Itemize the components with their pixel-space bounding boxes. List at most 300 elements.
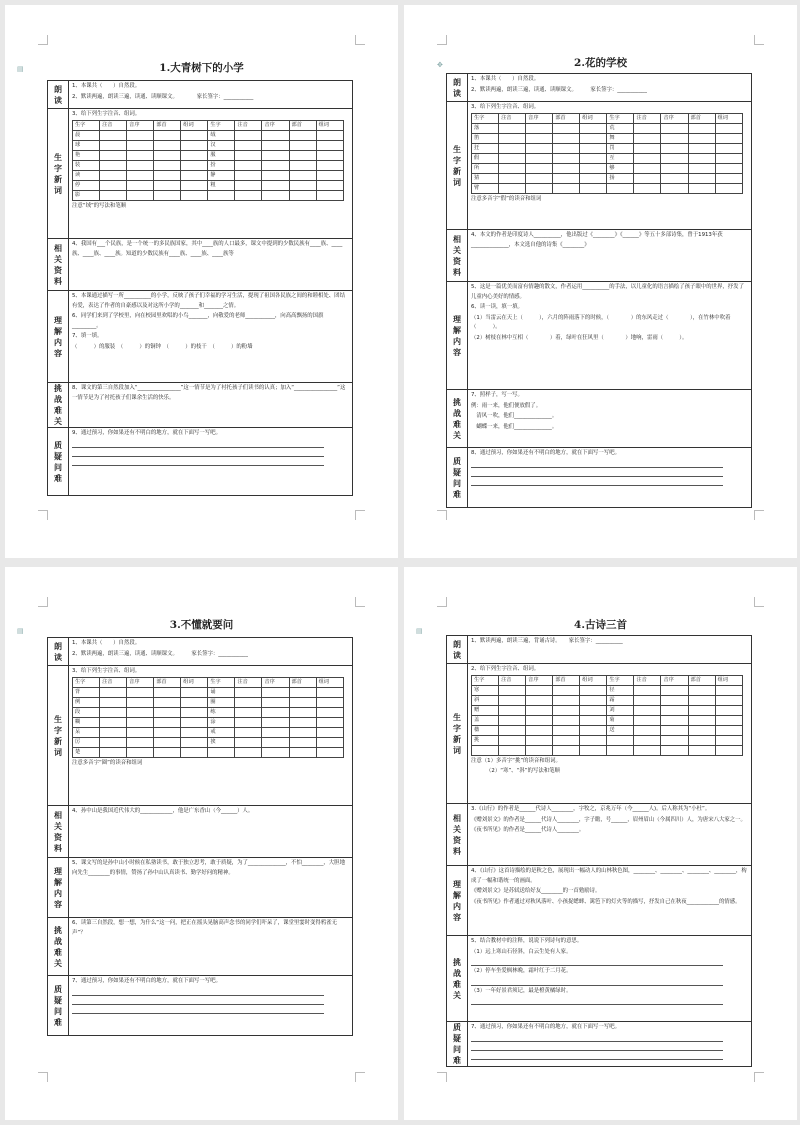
character-table-cell[interactable] bbox=[526, 133, 553, 143]
character-table-cell[interactable] bbox=[634, 133, 661, 143]
character-table-cell[interactable] bbox=[715, 745, 742, 755]
character-table-cell[interactable] bbox=[553, 123, 580, 133]
character-table-cell[interactable] bbox=[262, 707, 289, 717]
section-label-char: 词 bbox=[54, 746, 62, 757]
character-table-cell[interactable] bbox=[499, 123, 526, 133]
character-table-cell[interactable] bbox=[553, 133, 580, 143]
character-table-cell[interactable] bbox=[235, 717, 262, 727]
character-table-cell[interactable] bbox=[181, 707, 208, 717]
character-table-cell[interactable] bbox=[553, 705, 580, 715]
character-table-cell[interactable] bbox=[100, 717, 127, 727]
character-table-cell[interactable] bbox=[715, 153, 742, 163]
character-cell: 读 bbox=[73, 170, 100, 180]
character-table-cell[interactable] bbox=[181, 170, 208, 180]
character-table-cell[interactable] bbox=[316, 140, 343, 150]
character-table-cell[interactable] bbox=[100, 140, 127, 150]
character-table-cell[interactable] bbox=[661, 183, 688, 193]
character-table-cell[interactable] bbox=[262, 747, 289, 757]
character-table-cell[interactable] bbox=[316, 747, 343, 757]
character-table-cell[interactable] bbox=[715, 183, 742, 193]
character-table-cell[interactable] bbox=[553, 143, 580, 153]
character-table-cell[interactable] bbox=[262, 130, 289, 140]
character-table-cell[interactable] bbox=[154, 180, 181, 190]
answer-line[interactable] bbox=[471, 977, 723, 986]
character-table-cell[interactable] bbox=[553, 715, 580, 725]
answer-line[interactable] bbox=[72, 448, 324, 457]
character-table-cell[interactable] bbox=[715, 735, 742, 745]
character-table-cell[interactable] bbox=[262, 190, 289, 200]
character-table-cell[interactable] bbox=[127, 160, 154, 170]
character-table-cell[interactable] bbox=[289, 737, 316, 747]
character-table-cell[interactable] bbox=[688, 133, 715, 143]
character-table-cell[interactable] bbox=[316, 737, 343, 747]
move-handle-icon[interactable]: ✥ bbox=[437, 61, 443, 69]
question-line: 2、默读两遍，朗读三遍，读通、读顺课文。 家长签字：___________ bbox=[72, 650, 248, 657]
character-table-cell[interactable] bbox=[316, 130, 343, 140]
section-body bbox=[468, 936, 752, 1022]
character-table-cell[interactable] bbox=[580, 143, 607, 153]
character-table-cell[interactable] bbox=[289, 727, 316, 737]
character-table-cell[interactable] bbox=[688, 123, 715, 133]
character-table-header-cell: 音序 bbox=[127, 677, 154, 687]
character-table-cell[interactable] bbox=[316, 170, 343, 180]
character-table-cell[interactable] bbox=[688, 173, 715, 183]
character-table-cell[interactable] bbox=[181, 180, 208, 190]
character-table-cell[interactable] bbox=[634, 123, 661, 133]
character-table-cell[interactable] bbox=[289, 180, 316, 190]
character-cell: 戒 bbox=[208, 727, 235, 737]
character-table-cell[interactable] bbox=[316, 727, 343, 737]
character-table-cell[interactable] bbox=[661, 735, 688, 745]
character-table-cell[interactable] bbox=[127, 697, 154, 707]
character-table-cell[interactable] bbox=[553, 725, 580, 735]
character-table-cell[interactable] bbox=[181, 737, 208, 747]
character-table-cell[interactable] bbox=[526, 695, 553, 705]
character-table-cell[interactable] bbox=[127, 707, 154, 717]
character-table-cell[interactable] bbox=[499, 705, 526, 715]
character-table-cell[interactable] bbox=[634, 725, 661, 735]
character-table-cell[interactable] bbox=[715, 173, 742, 183]
document-icon[interactable]: ▤ bbox=[17, 65, 24, 73]
character-table-cell[interactable] bbox=[289, 190, 316, 200]
character-table-cell[interactable] bbox=[499, 685, 526, 695]
character-table-cell[interactable] bbox=[235, 687, 262, 697]
section-body bbox=[69, 383, 353, 428]
answer-line[interactable] bbox=[471, 459, 723, 468]
character-table-cell[interactable] bbox=[181, 150, 208, 160]
character-table-cell[interactable] bbox=[580, 153, 607, 163]
section-row bbox=[447, 448, 752, 508]
character-table-cell[interactable] bbox=[634, 163, 661, 173]
character-table-header-cell: 部首 bbox=[154, 677, 181, 687]
character-cell bbox=[208, 747, 235, 757]
question-line: 7、照样子，写一写。 bbox=[471, 392, 523, 398]
character-table-cell[interactable] bbox=[499, 173, 526, 183]
character-table-cell[interactable] bbox=[526, 153, 553, 163]
character-table-cell[interactable] bbox=[262, 160, 289, 170]
character-table-cell[interactable] bbox=[154, 140, 181, 150]
answer-line[interactable] bbox=[471, 1033, 723, 1042]
section-label-char: 关 bbox=[54, 253, 62, 264]
character-table-cell[interactable] bbox=[289, 747, 316, 757]
section-body bbox=[468, 390, 752, 448]
character-table-cell[interactable] bbox=[235, 190, 262, 200]
answer-line[interactable] bbox=[471, 957, 723, 966]
character-table-cell[interactable] bbox=[499, 745, 526, 755]
character-table-cell[interactable] bbox=[715, 725, 742, 735]
character-table-cell[interactable] bbox=[127, 687, 154, 697]
character-table-row bbox=[73, 170, 344, 180]
character-table-cell[interactable] bbox=[580, 725, 607, 735]
answer-line[interactable] bbox=[471, 1051, 723, 1060]
character-table-cell[interactable] bbox=[100, 737, 127, 747]
character-table-cell[interactable] bbox=[688, 153, 715, 163]
character-table-cell[interactable] bbox=[661, 725, 688, 735]
character-table-cell[interactable] bbox=[688, 705, 715, 715]
character-table-cell[interactable] bbox=[262, 180, 289, 190]
document-icon[interactable]: ▤ bbox=[416, 627, 423, 635]
section-label-char: 新 bbox=[453, 733, 461, 744]
character-table-cell[interactable] bbox=[235, 170, 262, 180]
document-icon[interactable]: ▤ bbox=[17, 627, 24, 635]
character-table-cell[interactable] bbox=[181, 190, 208, 200]
character-table-header-cell: 组词 bbox=[181, 677, 208, 687]
character-table-cell[interactable] bbox=[715, 685, 742, 695]
character-table-cell[interactable] bbox=[499, 163, 526, 173]
character-table-cell[interactable] bbox=[688, 183, 715, 193]
character-table-cell[interactable] bbox=[154, 717, 181, 727]
page-corner-mark bbox=[355, 510, 365, 520]
character-table-cell[interactable] bbox=[181, 747, 208, 757]
section-row bbox=[48, 291, 353, 383]
character-table-cell[interactable] bbox=[262, 687, 289, 697]
character-table-cell[interactable] bbox=[127, 180, 154, 190]
character-table-cell[interactable] bbox=[235, 697, 262, 707]
character-table-cell[interactable] bbox=[526, 725, 553, 735]
character-table-cell[interactable] bbox=[688, 685, 715, 695]
section-label-char: 朗 bbox=[54, 640, 62, 651]
character-table-cell[interactable] bbox=[715, 133, 742, 143]
section-row bbox=[48, 806, 353, 858]
character-table-cell[interactable] bbox=[634, 715, 661, 725]
character-table-cell[interactable] bbox=[634, 153, 661, 163]
character-table-cell[interactable] bbox=[154, 160, 181, 170]
character-table-cell[interactable] bbox=[634, 685, 661, 695]
character-table-cell[interactable] bbox=[580, 183, 607, 193]
character-table-cell[interactable] bbox=[127, 717, 154, 727]
character-table-cell[interactable] bbox=[526, 705, 553, 715]
character-table-cell[interactable] bbox=[127, 747, 154, 757]
character-table-cell[interactable] bbox=[634, 735, 661, 745]
character-table-cell[interactable] bbox=[526, 715, 553, 725]
section-label bbox=[48, 976, 69, 1036]
character-table-cell[interactable] bbox=[526, 173, 553, 183]
character-table-cell[interactable] bbox=[100, 130, 127, 140]
character-table-cell[interactable] bbox=[661, 133, 688, 143]
character-table-cell[interactable] bbox=[580, 695, 607, 705]
character-table-cell[interactable] bbox=[127, 130, 154, 140]
character-table-cell[interactable] bbox=[715, 143, 742, 153]
character-table-header-cell: 组词 bbox=[715, 675, 742, 685]
section-body bbox=[468, 866, 752, 936]
character-table-cell[interactable] bbox=[634, 183, 661, 193]
character-table-cell[interactable] bbox=[289, 130, 316, 140]
character-table-cell[interactable] bbox=[580, 123, 607, 133]
answer-line[interactable] bbox=[72, 1005, 324, 1014]
character-table-cell[interactable] bbox=[100, 170, 127, 180]
character-cell bbox=[607, 745, 634, 755]
character-table-cell[interactable] bbox=[316, 697, 343, 707]
character-table-cell[interactable] bbox=[262, 737, 289, 747]
character-table-cell[interactable] bbox=[100, 707, 127, 717]
character-table-cell[interactable] bbox=[181, 140, 208, 150]
character-table-cell[interactable] bbox=[316, 180, 343, 190]
answer-line[interactable] bbox=[72, 439, 324, 448]
character-table-cell[interactable] bbox=[499, 725, 526, 735]
section-body bbox=[69, 291, 353, 383]
character-table-cell[interactable] bbox=[553, 735, 580, 745]
character-table-cell[interactable] bbox=[715, 715, 742, 725]
character-table-row bbox=[73, 150, 344, 160]
character-table-cell[interactable] bbox=[688, 735, 715, 745]
character-table-cell[interactable] bbox=[262, 170, 289, 180]
character-table-cell[interactable] bbox=[154, 190, 181, 200]
character-table-cell[interactable] bbox=[289, 707, 316, 717]
character-table-cell[interactable] bbox=[499, 715, 526, 725]
character-table-cell[interactable] bbox=[688, 163, 715, 173]
character-table-cell[interactable] bbox=[316, 190, 343, 200]
character-table-cell[interactable] bbox=[181, 727, 208, 737]
character-table-cell[interactable] bbox=[262, 140, 289, 150]
section-body bbox=[69, 976, 353, 1036]
character-table-cell[interactable] bbox=[235, 140, 262, 150]
character-table-cell[interactable] bbox=[235, 160, 262, 170]
character-table-cell[interactable] bbox=[262, 727, 289, 737]
character-table-cell[interactable] bbox=[235, 727, 262, 737]
character-table-cell[interactable] bbox=[580, 685, 607, 695]
character-table-cell[interactable] bbox=[262, 717, 289, 727]
page-corner-mark bbox=[437, 1072, 447, 1082]
character-table-cell[interactable] bbox=[316, 717, 343, 727]
character-table-cell[interactable] bbox=[499, 143, 526, 153]
character-cell: 背 bbox=[73, 687, 100, 697]
character-table-cell[interactable] bbox=[100, 190, 127, 200]
character-table-cell[interactable] bbox=[235, 130, 262, 140]
worksheet-table-wrap bbox=[446, 73, 752, 508]
character-table-cell[interactable] bbox=[262, 150, 289, 160]
character-table-cell[interactable] bbox=[127, 737, 154, 747]
character-table-cell[interactable] bbox=[499, 735, 526, 745]
character-table-cell[interactable] bbox=[100, 150, 127, 160]
worksheet-table bbox=[446, 635, 752, 1067]
character-table-cell[interactable] bbox=[154, 170, 181, 180]
character-table-cell[interactable] bbox=[553, 745, 580, 755]
section-label-char: 生 bbox=[54, 151, 62, 162]
section-label-char: 词 bbox=[54, 184, 62, 195]
answer-line[interactable] bbox=[72, 996, 324, 1005]
section-label-char: 解 bbox=[453, 324, 461, 335]
character-table-cell[interactable] bbox=[661, 163, 688, 173]
character-table-cell[interactable] bbox=[100, 727, 127, 737]
character-table-cell[interactable] bbox=[100, 180, 127, 190]
section-label-char: 字 bbox=[453, 722, 461, 733]
character-table-cell[interactable] bbox=[235, 707, 262, 717]
character-table-cell[interactable] bbox=[634, 745, 661, 755]
character-table-cell[interactable] bbox=[661, 705, 688, 715]
character-table-cell[interactable] bbox=[688, 745, 715, 755]
character-table-cell[interactable] bbox=[553, 153, 580, 163]
character-table-cell[interactable] bbox=[499, 153, 526, 163]
character-table-cell[interactable] bbox=[661, 695, 688, 705]
answer-line[interactable] bbox=[471, 1042, 723, 1051]
character-table-cell[interactable] bbox=[553, 685, 580, 695]
character-table-cell[interactable] bbox=[289, 717, 316, 727]
character-table-cell[interactable] bbox=[553, 183, 580, 193]
character-table-cell[interactable] bbox=[154, 687, 181, 697]
character-table-header bbox=[472, 675, 743, 685]
section-label-char: 挑 bbox=[54, 924, 62, 935]
character-table-cell[interactable] bbox=[499, 695, 526, 705]
character-table-cell[interactable] bbox=[154, 727, 181, 737]
character-cell: 赠 bbox=[472, 705, 499, 715]
character-table-cell[interactable] bbox=[289, 160, 316, 170]
character-table-cell[interactable] bbox=[316, 160, 343, 170]
character-table-cell[interactable] bbox=[499, 133, 526, 143]
character-table-cell[interactable] bbox=[316, 150, 343, 160]
character-table-cell[interactable] bbox=[634, 173, 661, 183]
character-table-cell[interactable] bbox=[580, 705, 607, 715]
character-table-cell[interactable] bbox=[661, 745, 688, 755]
character-table-cell[interactable] bbox=[661, 123, 688, 133]
character-table-cell[interactable] bbox=[661, 173, 688, 183]
character-table-cell[interactable] bbox=[661, 685, 688, 695]
character-table-cell[interactable] bbox=[580, 133, 607, 143]
section-label bbox=[447, 282, 468, 390]
worksheet-page-4 bbox=[404, 567, 797, 1120]
page-corner-mark bbox=[355, 35, 365, 45]
character-table-cell[interactable] bbox=[235, 150, 262, 160]
character-table-cell[interactable] bbox=[580, 173, 607, 183]
character-table-cell[interactable] bbox=[526, 123, 553, 133]
character-table-cell[interactable] bbox=[553, 173, 580, 183]
character-table-row bbox=[73, 747, 344, 757]
character-table-cell[interactable] bbox=[526, 143, 553, 153]
character-table-cell[interactable] bbox=[154, 150, 181, 160]
page-corner-mark bbox=[355, 1072, 365, 1082]
character-table-header-cell: 注音 bbox=[634, 675, 661, 685]
character-table-cell[interactable] bbox=[553, 163, 580, 173]
character-cell: 所 bbox=[472, 163, 499, 173]
character-table-cell[interactable] bbox=[289, 697, 316, 707]
character-table-cell[interactable] bbox=[715, 695, 742, 705]
character-table-cell[interactable] bbox=[661, 153, 688, 163]
character-table-cell[interactable] bbox=[289, 170, 316, 180]
section-label-char: 问 bbox=[453, 1044, 461, 1054]
character-table-cell[interactable] bbox=[127, 170, 154, 180]
character-table-cell[interactable] bbox=[100, 160, 127, 170]
question-line: （1）当雷云在天上（ ），六月的阵雨落下的时候，（ ）的东风走过（ ），在竹林中吹着（ ）。 bbox=[471, 314, 731, 330]
character-table-cell[interactable] bbox=[181, 160, 208, 170]
section-label-char: 战 bbox=[54, 935, 62, 946]
character-table-cell[interactable] bbox=[316, 687, 343, 697]
answer-line[interactable] bbox=[72, 457, 324, 466]
character-table-cell[interactable] bbox=[181, 687, 208, 697]
character-table-cell[interactable] bbox=[154, 130, 181, 140]
character-table-cell[interactable] bbox=[181, 697, 208, 707]
character-table-cell[interactable] bbox=[661, 143, 688, 153]
character-table-cell[interactable] bbox=[154, 707, 181, 717]
character-table-cell[interactable] bbox=[688, 695, 715, 705]
character-table-cell[interactable] bbox=[580, 745, 607, 755]
character-table-cell[interactable] bbox=[715, 163, 742, 173]
character-table-cell[interactable] bbox=[553, 695, 580, 705]
character-table-cell[interactable] bbox=[715, 705, 742, 715]
character-table-cell[interactable] bbox=[127, 140, 154, 150]
section-body bbox=[468, 230, 752, 282]
answer-line[interactable] bbox=[471, 477, 723, 486]
character-table-cell[interactable] bbox=[100, 747, 127, 757]
character-table-cell[interactable] bbox=[289, 150, 316, 160]
section-label-char: 疑 bbox=[453, 1033, 461, 1043]
character-table-cell[interactable] bbox=[526, 163, 553, 173]
character-table-cell[interactable] bbox=[289, 687, 316, 697]
character-table-cell[interactable] bbox=[235, 180, 262, 190]
character-table-cell[interactable] bbox=[289, 140, 316, 150]
section-label-char: 难 bbox=[54, 1016, 62, 1027]
character-table-cell[interactable] bbox=[526, 745, 553, 755]
character-table-cell[interactable] bbox=[580, 715, 607, 725]
character-table-cell[interactable] bbox=[154, 737, 181, 747]
character-table-cell[interactable] bbox=[100, 687, 127, 697]
character-table-cell[interactable] bbox=[715, 123, 742, 133]
character-cell: 寒 bbox=[472, 685, 499, 695]
section-body bbox=[468, 1022, 752, 1067]
character-table-cell[interactable] bbox=[688, 715, 715, 725]
character-table-cell[interactable] bbox=[181, 130, 208, 140]
character-table-cell[interactable] bbox=[154, 747, 181, 757]
character-table-cell[interactable] bbox=[235, 747, 262, 757]
character-cell: 斜 bbox=[472, 695, 499, 705]
character-table-cell[interactable] bbox=[262, 697, 289, 707]
character-table-cell[interactable] bbox=[526, 685, 553, 695]
character-table-cell[interactable] bbox=[634, 695, 661, 705]
character-table-cell[interactable] bbox=[127, 190, 154, 200]
section-label bbox=[48, 81, 69, 109]
character-table-cell[interactable] bbox=[127, 150, 154, 160]
answer-line[interactable] bbox=[72, 987, 324, 996]
character-table-cell[interactable] bbox=[235, 737, 262, 747]
character-table-cell[interactable] bbox=[316, 707, 343, 717]
character-table-cell[interactable] bbox=[154, 697, 181, 707]
character-table-cell[interactable] bbox=[661, 715, 688, 725]
character-table-cell[interactable] bbox=[526, 183, 553, 193]
character-table-cell[interactable] bbox=[181, 717, 208, 727]
character-table-cell[interactable] bbox=[127, 727, 154, 737]
character-table-cell[interactable] bbox=[526, 735, 553, 745]
answer-line[interactable] bbox=[471, 468, 723, 477]
character-table-cell[interactable] bbox=[634, 705, 661, 715]
character-table-cell[interactable] bbox=[688, 725, 715, 735]
answer-line[interactable] bbox=[471, 996, 723, 1005]
character-table-cell[interactable] bbox=[580, 735, 607, 745]
section-body bbox=[69, 109, 353, 239]
character-table-cell[interactable] bbox=[688, 143, 715, 153]
character-table-cell[interactable] bbox=[100, 697, 127, 707]
character-table-cell[interactable] bbox=[499, 183, 526, 193]
table-note: 注意多音字“圈”的读音和组词 bbox=[72, 759, 143, 766]
character-table-cell[interactable] bbox=[634, 143, 661, 153]
character-table-cell[interactable] bbox=[580, 163, 607, 173]
